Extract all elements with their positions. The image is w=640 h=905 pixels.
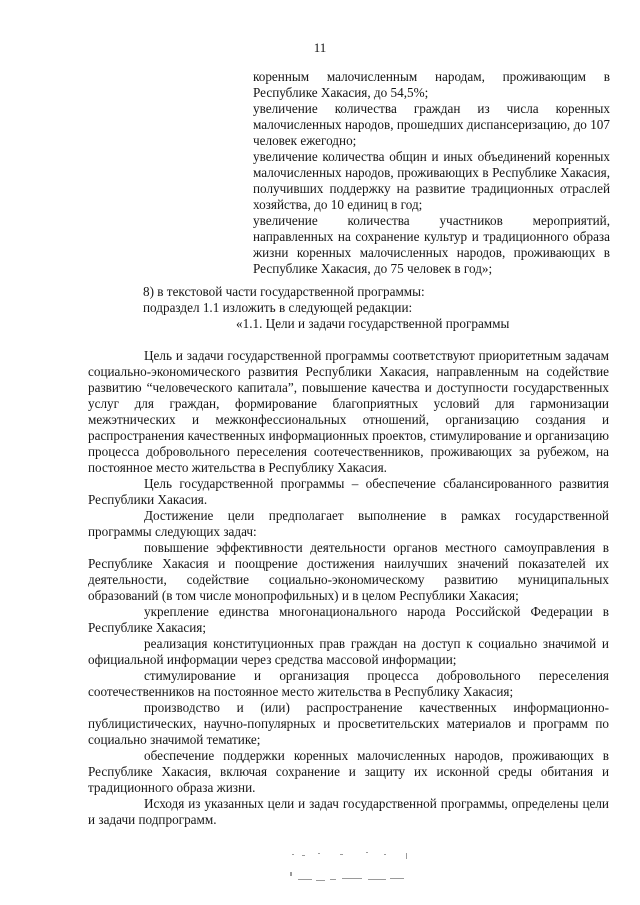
paragraph: реализация конституционных прав граждан на доступ к социально значимой и официальной информации через средства массовой информации; — [88, 636, 609, 667]
indicator-item: увеличение количества граждан из числа коренных малочисленных народов, прошедших диспансеризацию, до 107 человек ежегодно; — [253, 101, 610, 148]
amendment-text: подраздел 1.1 изложить в следующей редакции: — [143, 300, 413, 315]
paragraph: обеспечение поддержки коренных малочисленных народов, проживающих в Республике Хакасия, включая сохранение и защиту их исконной среды обитания и традиционного образа жизни. — [88, 748, 609, 795]
paragraph: Исходя из указанных цели и задач государственной программы, определены цели и задачи подпрограмм. — [88, 796, 609, 827]
paragraph: производство и (или) распространение качественных информационно-публицистических, научно-популярных и просветительских материалов и программ по социально значимой тематике; — [88, 700, 609, 747]
amendment-instruction — [143, 284, 613, 316]
section-heading: «1.1. Цели и задачи государственной программы — [236, 316, 510, 331]
section-body — [88, 348, 609, 828]
paragraph: укрепление единства многонационального народа Российской Федерации в Республике Хакасия; — [88, 604, 609, 635]
indicator-item: увеличение количества общин и иных объединений коренных малочисленных народов, проживающих в Республике Хакасия, получивших поддержку на развитие традиционных отраслей хозяйства, до 10 единиц в год; — [253, 149, 610, 212]
indicator-item: коренным малочисленным народам, проживающим в Республике Хакасия, до 54,5%; — [253, 69, 610, 100]
amendment-item: 8) в текстовой части государственной программы: — [143, 284, 425, 299]
paragraph: стимулирование и организация процесса добровольного переселения соотечественников на постоянное место жительства в Республику Хакасия; — [88, 668, 609, 699]
paragraph: Цель государственной программы – обеспечение сбалансированного развития Республики Хакасия. — [88, 476, 609, 507]
paragraph: Цель и задачи государственной программы соответствуют приоритетным задачам социально-экономического развития Республики Хакасия, направленным на содействие развитию “человеческого капитала”, повышение качества и доступности государственных услуг для граждан, формирование благоприятных условий для гармонизации межэтнических и межконфессиональных отношений, организацию создания и распространения качественных информационных проектов, стимулирование и организацию процесса добровольного переселения соотечественников, проживающих за рубежом, на постоянное место жительства в Республику Хакасия. — [88, 348, 609, 475]
scan-artifact — [288, 848, 428, 888]
paragraph: Достижение цели предполагает выполнение в рамках государственной программы следующих задач: — [88, 508, 609, 539]
indicator-item: увеличение количества участников мероприятий, направленных на сохранение культур и традиционного образа жизни коренных малочисленных народов, проживающих в Республике Хакасия, до 75 человек в год»; — [253, 213, 610, 276]
indicator-list-continuation — [253, 69, 610, 277]
page-number: 11 — [313, 40, 327, 55]
paragraph: повышение эффективности деятельности органов местного самоуправления в Республике Хакасия и поощрение достижения наилучших значений показателей их деятельности, содействие социально-экономическому развитию муниципальных образований (в том числе монопрофильных) и в целом Республики Хакасия; — [88, 540, 609, 603]
